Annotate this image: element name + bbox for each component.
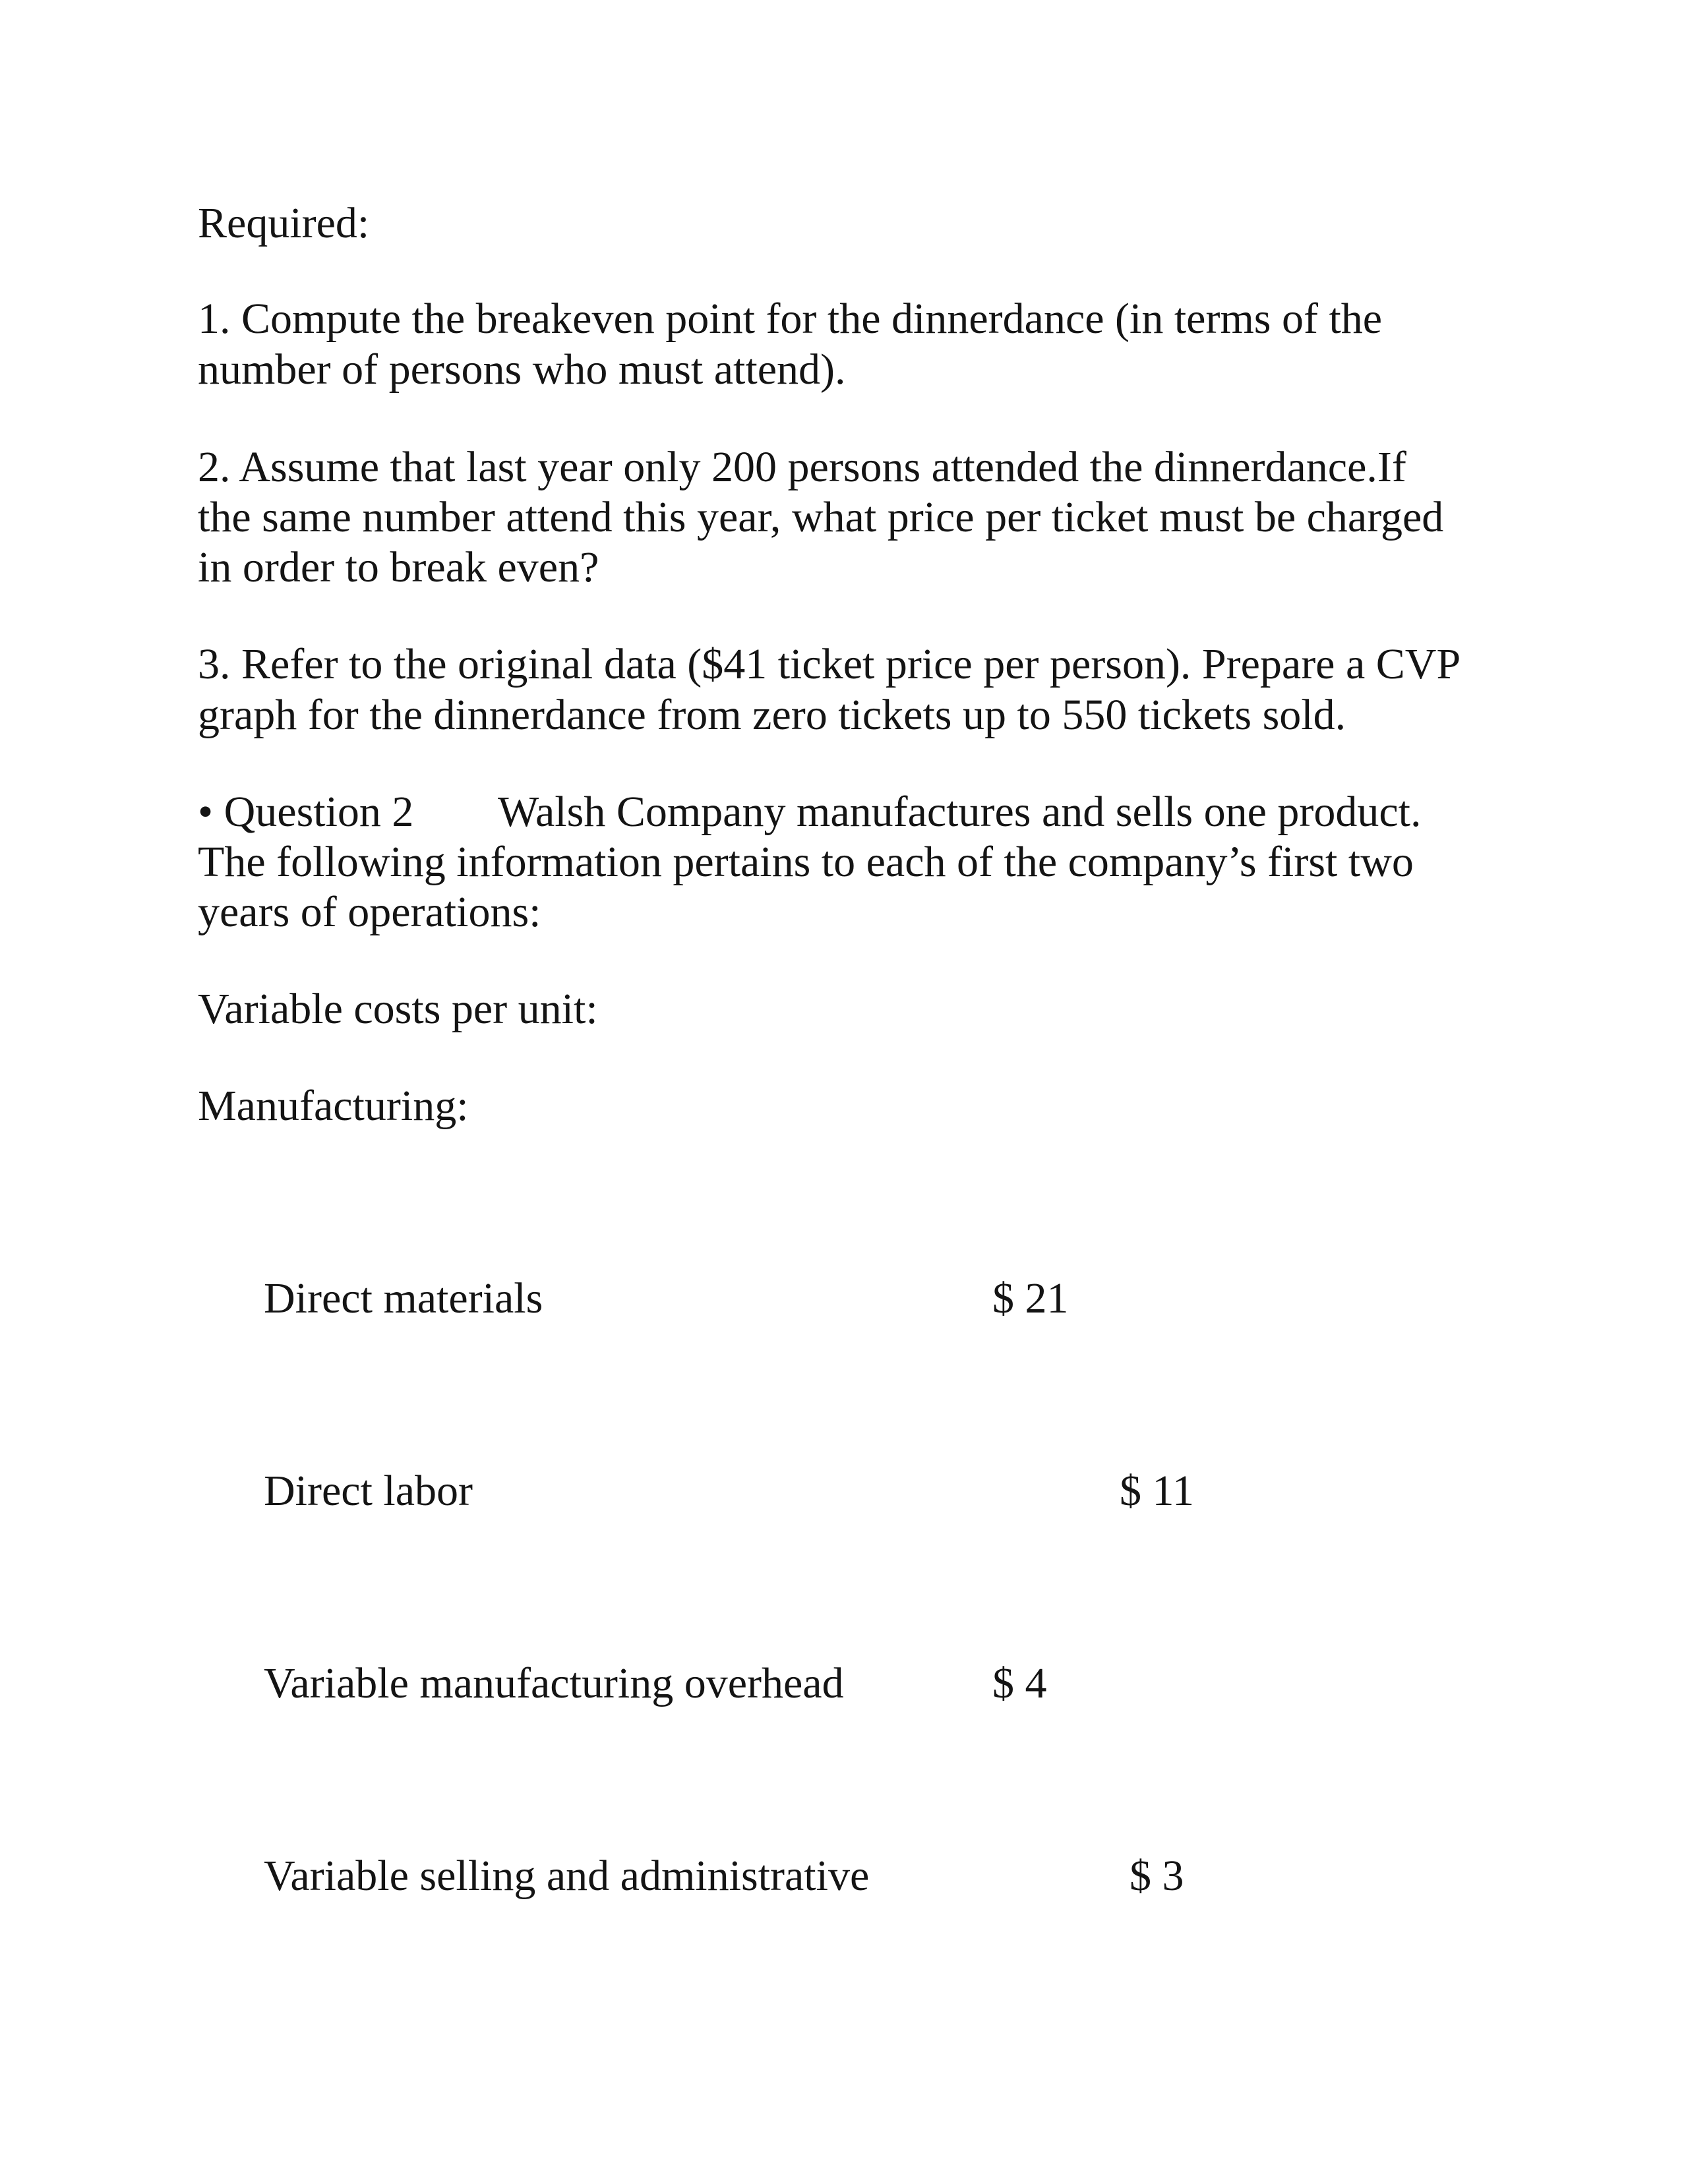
q2-line-1: 2. Assume that last year only 200 persons attended the dinnerdance.If <box>198 443 1406 491</box>
q3-line-1: 3. Refer to the original data ($41 ticket price per person). Prepare a CVP <box>198 640 1461 688</box>
cost-row-amount: $ 4 <box>992 1659 1047 1707</box>
question2-line-2: The following information pertains to each of the company’s first two <box>198 838 1414 886</box>
cost-row-label: Variable manufacturing overhead <box>264 1659 844 1707</box>
cost-row-label: Direct labor <box>264 1467 473 1515</box>
cost-row-amount: $ 3 <box>1130 1852 1184 1900</box>
variable-costs-heading: Variable costs per unit: <box>198 985 598 1033</box>
question2-line-3: years of operations: <box>198 888 541 936</box>
q2-line-3: in order to break even? <box>198 543 599 591</box>
question2-intro: Walsh Company manufactures and sells one product. <box>498 788 1422 836</box>
q1-line-2: number of persons who must attend). <box>198 345 846 394</box>
q2-line-2: the same number attend this year, what price per ticket must be charged <box>198 493 1444 541</box>
required-heading: Required: <box>198 199 370 247</box>
cost-row-label: Direct materials <box>264 1274 543 1322</box>
cost-row-label: Variable selling and administrative <box>264 1852 870 1900</box>
cost-row-amount: $ 21 <box>992 1274 1069 1322</box>
q1-line-1: 1. Compute the breakeven point for the dinnerdance (in terms of the <box>198 295 1383 343</box>
manufacturing-heading: Manufacturing: <box>198 1082 469 1130</box>
q3-line-2: graph for the dinnerdance from zero tickets up to 550 tickets sold. <box>198 691 1346 739</box>
question2-line-1 <box>198 786 1422 838</box>
question2-label: • Question 2 <box>198 788 414 836</box>
cost-row-amount: $ 11 <box>1120 1467 1195 1515</box>
